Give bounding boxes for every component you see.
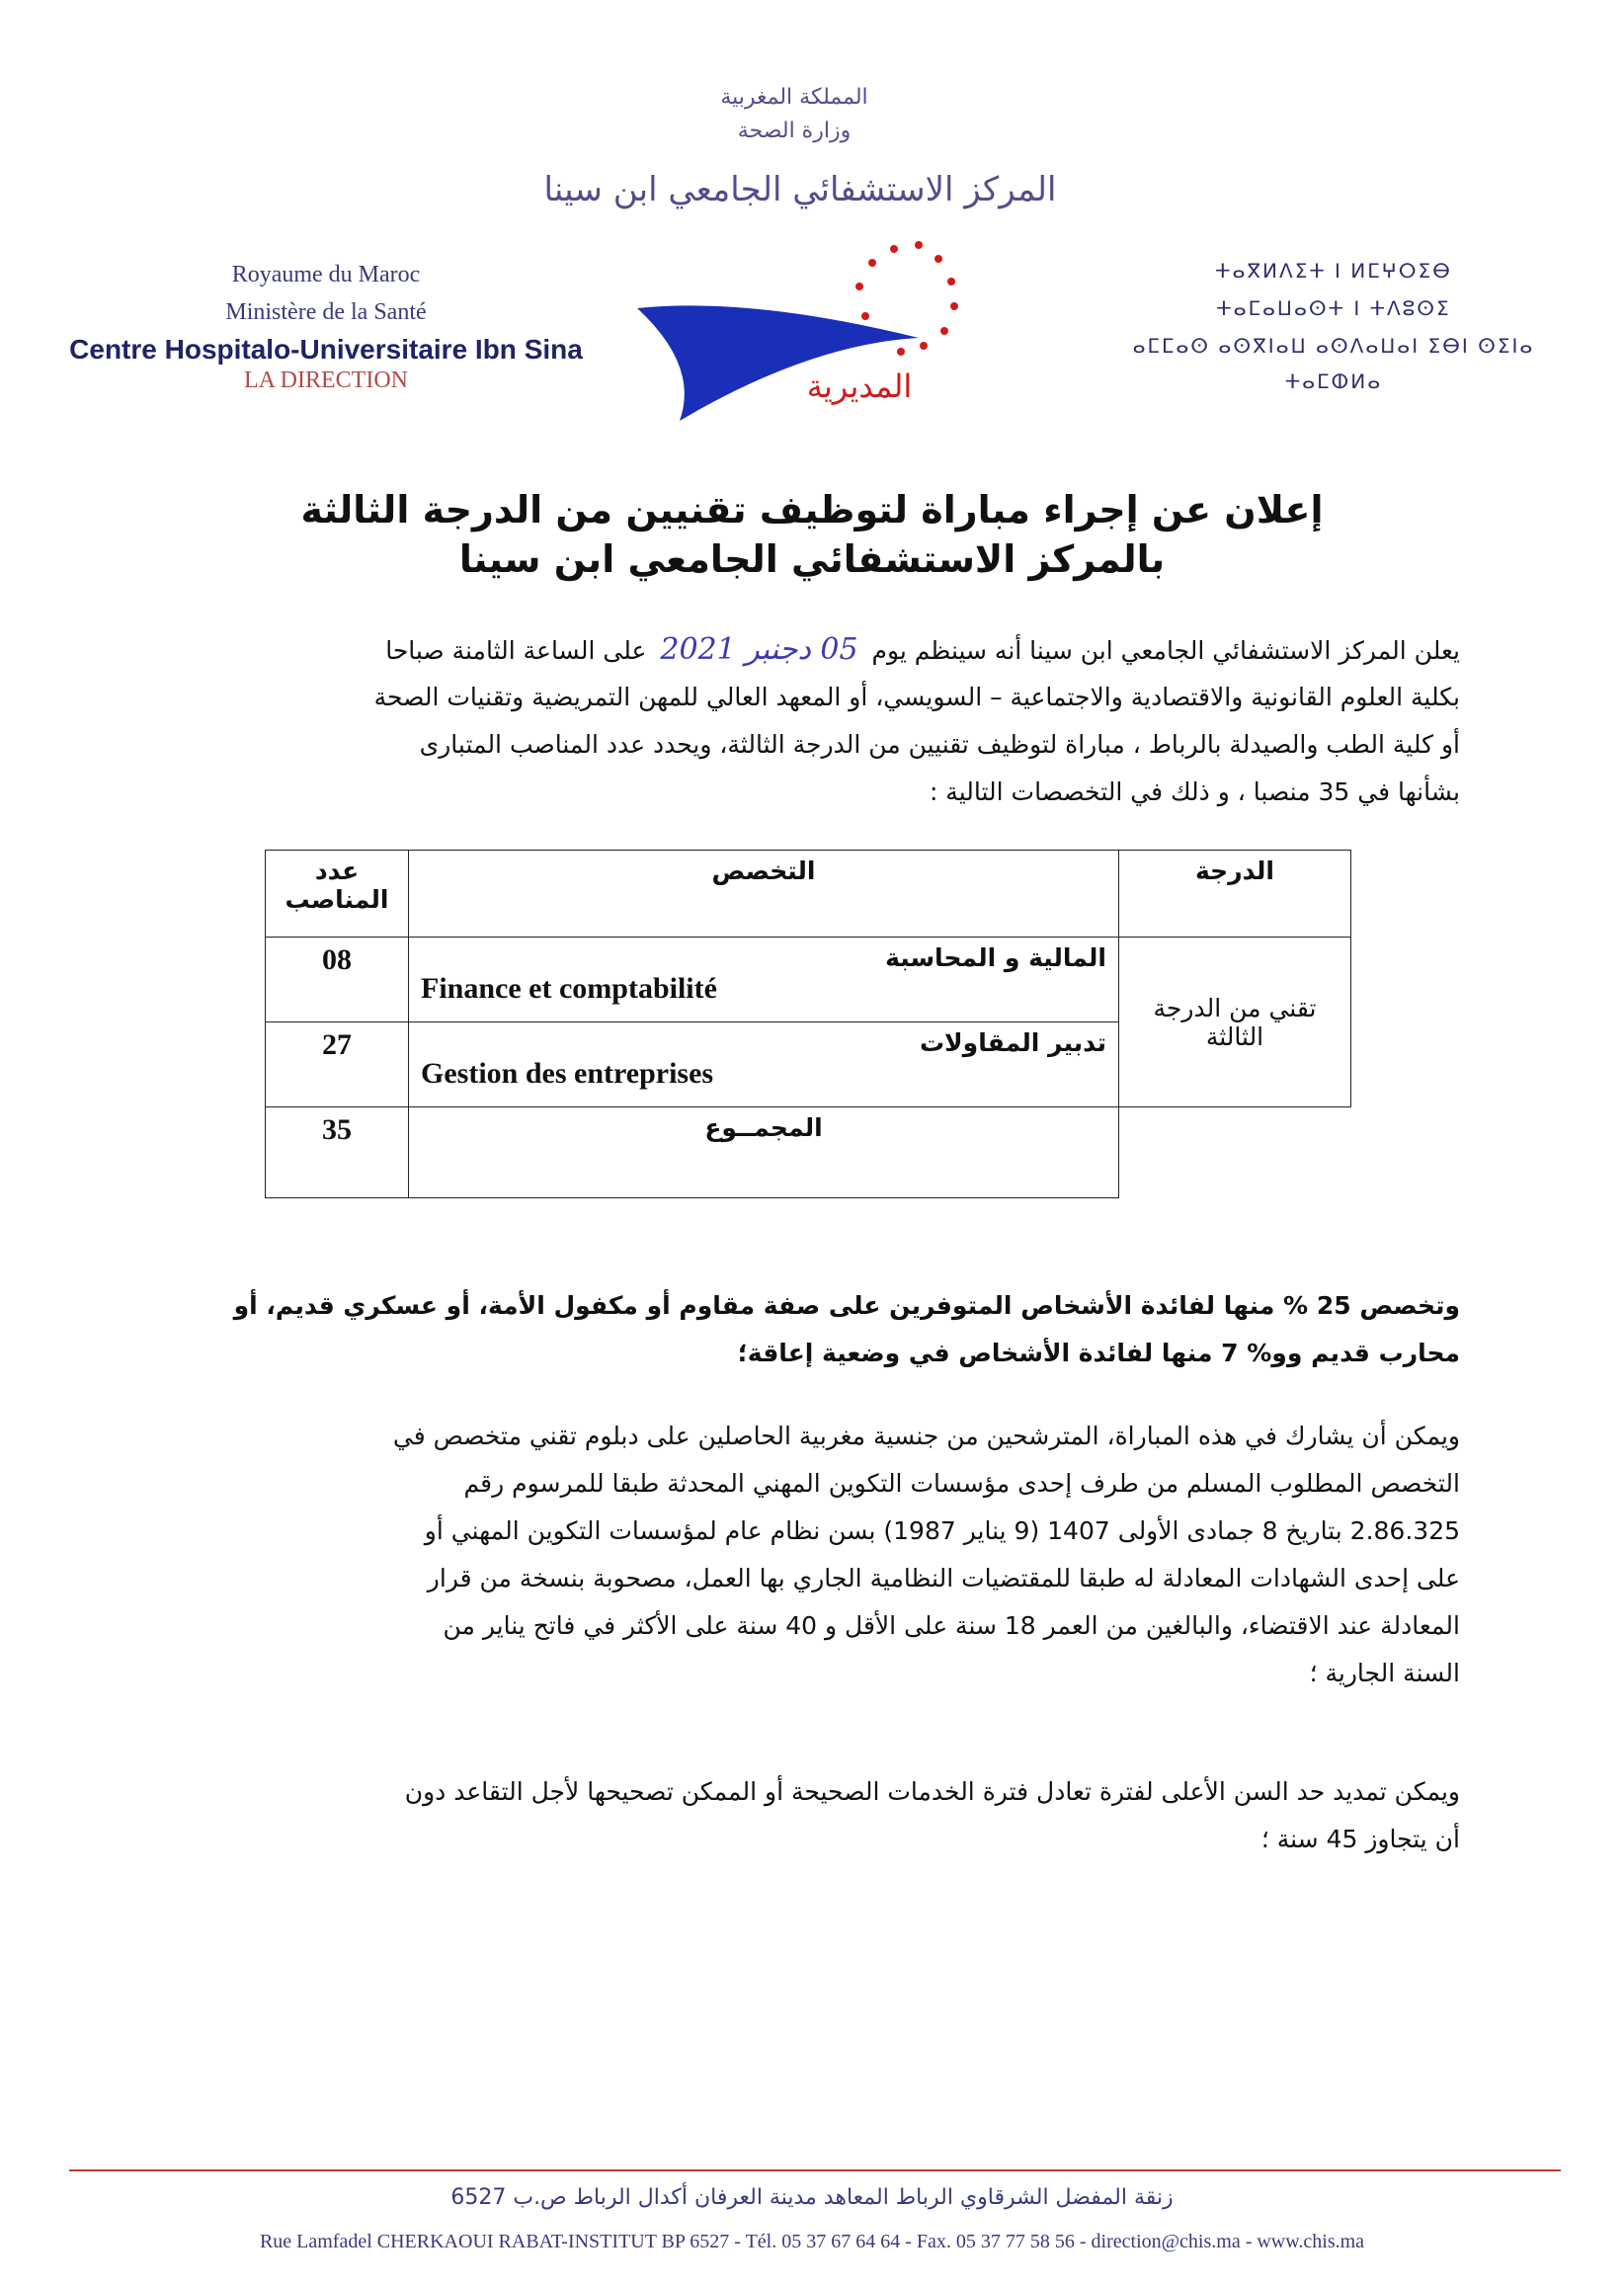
intro-line-1-end: على الساعة الثامنة صباحا [385, 636, 647, 665]
table-header-row [266, 851, 1351, 938]
intro-line-4: بشأنها في 35 منصبا ، و ذلك في التخصصات التالية : [929, 777, 1460, 806]
specialty-fr: Gestion des entreprises [421, 1057, 714, 1090]
specialty-fr: Finance et comptabilité [421, 972, 717, 1005]
footer-rule [69, 2169, 1561, 2171]
table-row [266, 938, 1351, 1022]
direction-label: LA DIRECTION [244, 368, 408, 393]
tifinagh-center-name: ⴰⵎⵎⴰⵙ ⴰⵙⴳⵏⴰⵡ ⴰⵙⴷⴰⵡⴰⵏ ⵉⴱⵏ ⵙⵉⵏⴰ [1132, 334, 1535, 358]
announcement-title-line2: بالمركز الاستشفائي الجامعي ابن سينا [458, 537, 1166, 581]
age-extension-line-1: ويمكن تمديد حد السن الأعلى لفترة تعادل فترة الخدمات الصحيحة أو الممكن تصحيحها لأجل التقاعد دون [404, 1777, 1460, 1806]
logo-direction-label: المديرية [806, 368, 913, 405]
posts-cell: 08 [266, 938, 409, 1022]
posts-cell: 27 [266, 1022, 409, 1107]
arabic-ministry-label: وزارة الصحة [737, 119, 852, 143]
eligibility-line-4: على إحدى الشهادات المعادلة له طبقا للمقتضيات النظامية الجاري بها العمل، مصحوبة بنسخة من قرار [427, 1564, 1460, 1593]
intro-line-1 [186, 626, 1460, 675]
header-specialty: التخصص [409, 851, 1119, 938]
intro-line-3: أو كلية الطب والصيدلة بالرباط ، مباراة لتوظيف تقنيين من الدرجة الثالثة، ويحدد عدد المناصب المتبارى [419, 730, 1460, 759]
quota-line-1: وتخصص 25 % منها لفائدة الأشخاص المتوفرين على صفة مقاوم أو مكفول الأمة، أو عسكري قديم، أو [233, 1291, 1460, 1320]
specialty-ar: المالية و المحاسبة [885, 943, 1106, 972]
specialty-cell [409, 938, 1119, 1022]
total-blank-cell [1119, 1107, 1351, 1198]
grade-cell: تقني من الدرجة الثالثة [1119, 938, 1351, 1107]
header-posts: عدد المناصب [266, 851, 409, 938]
arabic-kingdom-label: المملكة المغربية [720, 85, 868, 110]
age-extension-line-2: أن يتجاوز 45 سنة ؛ [1260, 1825, 1460, 1853]
french-kingdom-label: Royaume du Maroc [231, 262, 421, 287]
french-ministry-label: Ministère de la Santé [225, 299, 427, 325]
posts-table [265, 850, 1351, 1198]
eligibility-line-3: 2.86.325 بتاريخ 8 جمادى الأولى 1407 (9 يناير 1987) بسن نظام عام لمؤسسات التكوين المهني أو [424, 1516, 1460, 1545]
eligibility-line-5: المعادلة عند الاقتضاء، والبالغين من العمر 18 سنة على الأقل و 40 سنة على الأكثر في فاتح يناير من [443, 1611, 1460, 1640]
specialty-ar: تدبير المقاولات [919, 1028, 1106, 1057]
total-label: المجمــوع [409, 1107, 1119, 1198]
header-grade: الدرجة [1119, 851, 1351, 938]
eligibility-line-2: التخصص المطلوب المسلم من طرف إحدى مؤسسات التكوين المهني المحدثة طبقا للمرسوم رقم [463, 1469, 1460, 1498]
footer-address-ar: زنقة المفضل الشرقاوي الرباط المعاهد مدينة العرفان أكدال الرباط ص.ب 6527 [450, 2185, 1174, 2210]
intro-line-1-start: يعلن المركز الاستشفائي الجامعي ابن سينا أنه سينظم يوم [871, 636, 1460, 665]
arabic-center-name: المركز الاستشفائي الجامعي ابن سينا [543, 170, 1057, 209]
tifinagh-ministry-label: ⵜⴰⵎⴰⵡⴰⵙⵜ ⵏ ⵜⴷⵓⵙⵉ [1216, 296, 1451, 320]
table-total-row [266, 1107, 1351, 1198]
tifinagh-direction-label: ⵜⴰⵎⵀⵍⴰ [1284, 369, 1383, 393]
eligibility-line-6: السنة الجارية ؛ [1309, 1659, 1460, 1687]
intro-line-2: بكلية العلوم القانونية والاقتصادية والاجتماعية – السويسي، أو المعهد العالي للمهن التمريضية وتقنيات الصحة [373, 683, 1460, 711]
announcement-title-line1: إعلان عن إجراء مباراة لتوظيف تقنيين من الدرجة الثالثة [300, 488, 1324, 531]
handwritten-date: 05 دجنبر 2021 [660, 632, 858, 667]
quota-line-2: محارب قديم وو% 7 منها لفائدة الأشخاص في وضعية إعاقة؛ [737, 1339, 1460, 1367]
total-value: 35 [266, 1107, 409, 1198]
tifinagh-kingdom-label: ⵜⴰⴳⵍⴷⵉⵜ ⵏ ⵍⵎⵖⵔⵉⴱ [1215, 259, 1452, 283]
footer-address-fr: Rue Lamfadel CHERKAOUI RABAT-INSTITUT BP 6527 - Tél. 05 37 67 64 64 - Fax. 05 37 77 58 56 - direction@chis.ma - www.chis.ma [259, 2231, 1365, 2252]
specialty-cell [409, 1022, 1119, 1107]
french-center-name: Centre Hospitalo-Universitaire Ibn Sina [69, 334, 583, 365]
eligibility-line-1: ويمكن أن يشارك في هذه المباراة، المترشحين من جنسية مغربية الحاصلين على دبلوم تقني متخصص في [392, 1422, 1460, 1450]
